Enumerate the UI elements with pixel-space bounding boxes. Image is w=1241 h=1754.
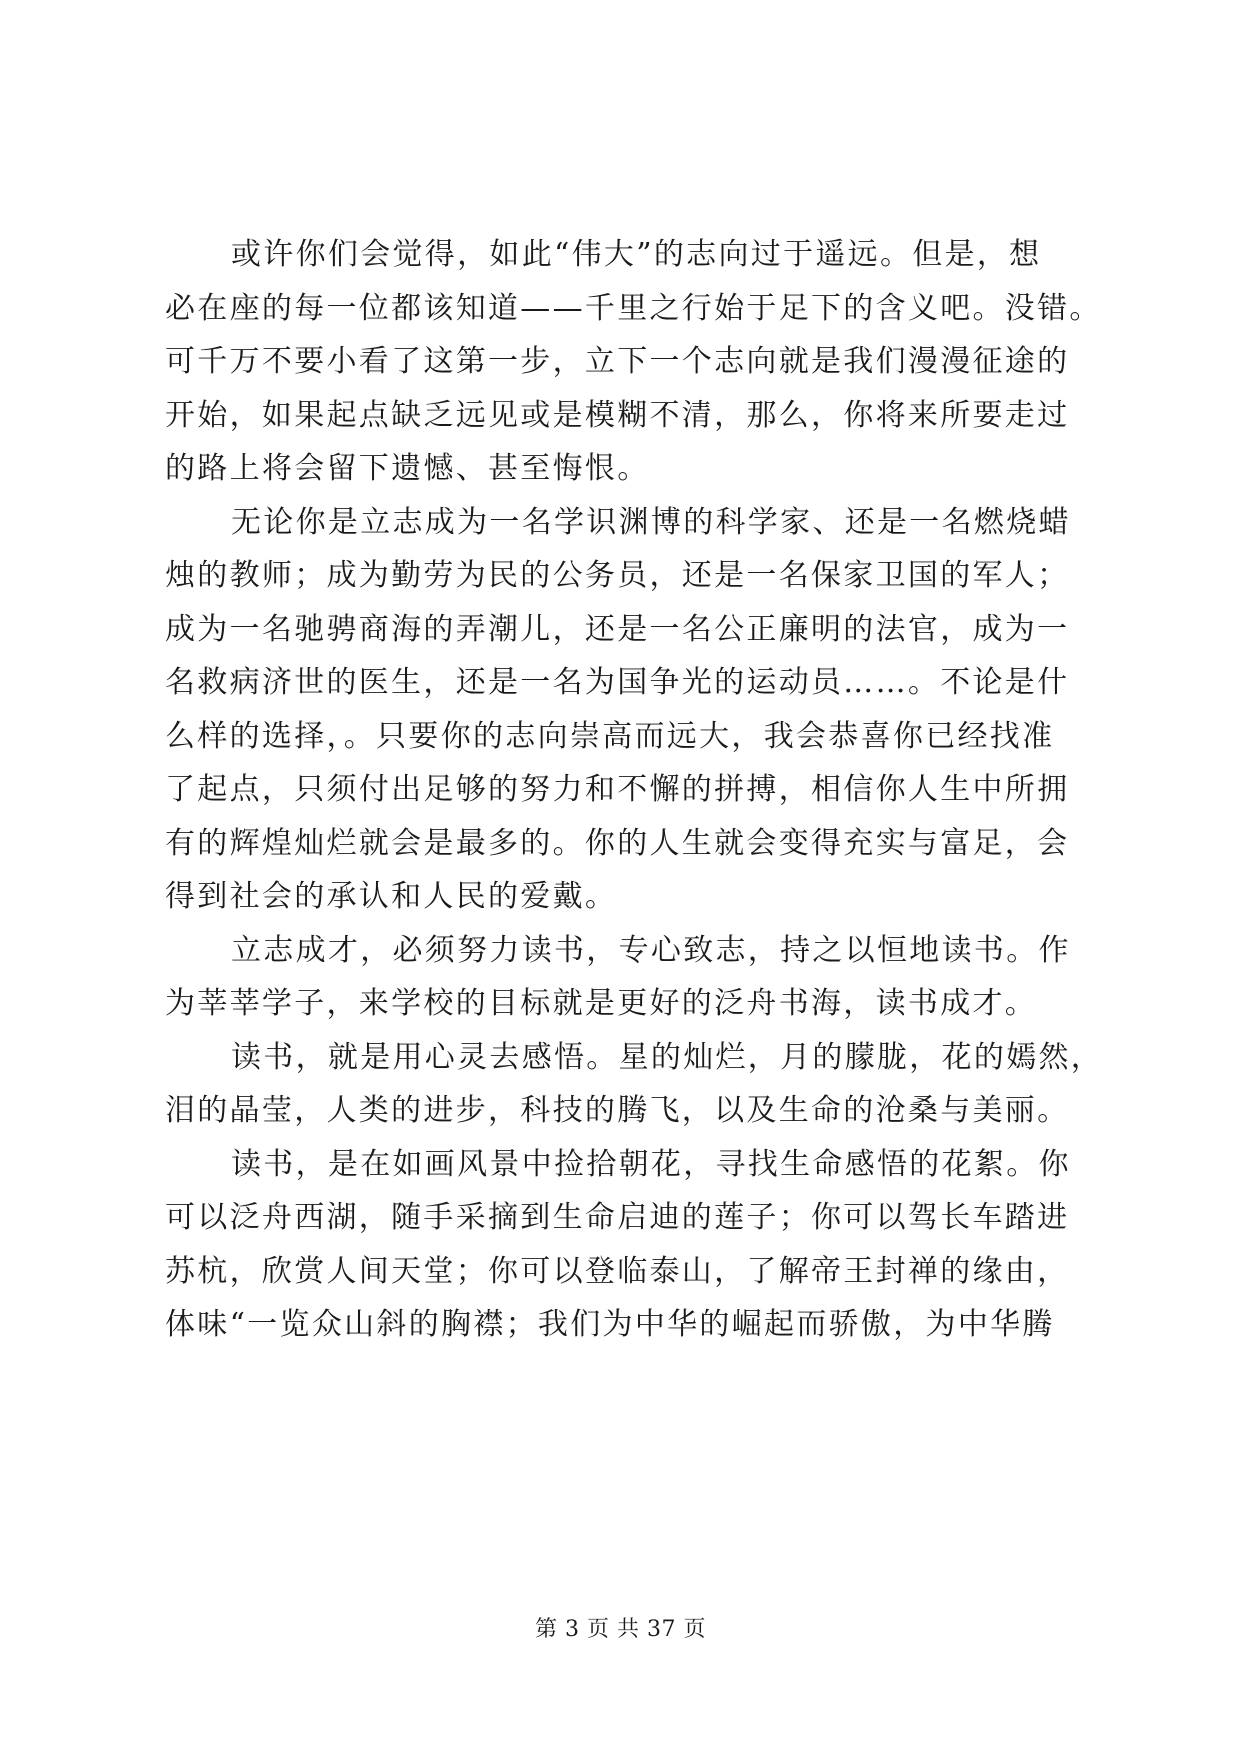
text-line: 得到社会的承认和人民的爱戴。 bbox=[165, 879, 618, 914]
text-line: 体味“一览众山斜的胸襟；我们为中华的崛起而骄傲，为中华腾 bbox=[165, 1307, 1055, 1342]
text-line: 立志成才，必须努力读书，专心致志，持之以恒地读书。作 bbox=[231, 932, 1071, 968]
text-line: 可千万不要小看了这第一步，立下一个志向就是我们漫漫征途的 bbox=[165, 344, 1070, 379]
text-line: 或许你们会觉得，如此“伟大”的志向过于遥远。但是，想 bbox=[231, 237, 1042, 272]
text-line: 为莘莘学子，来学校的目标就是更好的泛舟书海，读书成才。 bbox=[165, 986, 1038, 1021]
text-line: 无论你是立志成为一名学识渊博的科学家、还是一名燃烧蜡 bbox=[231, 504, 1071, 540]
text-line: 可以泛舟西湖，随手采摘到生命启迪的莲子；你可以驾长车踏进 bbox=[165, 1200, 1070, 1235]
page-number-footer: 第 3 页 共 37 页 bbox=[535, 1617, 706, 1642]
text-line: 成为一名驰骋商海的弄潮儿，还是一名公正廉明的法官，成为一 bbox=[165, 611, 1070, 647]
text-line: 的路上将会留下遗憾、甚至悔恨。 bbox=[165, 451, 650, 486]
text-line: 了起点，只须付出足够的努力和不懈的拼搏，相信你人生中所拥 bbox=[165, 772, 1070, 807]
text-line: 读书，是在如画风景中捡拾朝花，寻找生命感悟的花絮。你 bbox=[231, 1146, 1071, 1182]
text-line: 读书，就是用心灵去感悟。星的灿烂，月的朦胧，花的嫣然， bbox=[231, 1039, 1104, 1075]
text-line: 苏杭，欣赏人间天堂；你可以登临泰山，了解帝王封禅的缘由， bbox=[165, 1253, 1070, 1289]
text-line: 烛的教师；成为勤劳为民的公务员，还是一名保家卫国的军人； bbox=[165, 558, 1070, 593]
text-line: 开始，如果起点缺乏远见或是模糊不清，那么，你将来所要走过 bbox=[165, 397, 1070, 433]
text-line: 有的辉煌灿烂就会是最多的。你的人生就会变得充实与富足，会 bbox=[165, 825, 1070, 861]
body-text bbox=[165, 228, 1104, 1352]
text-line: 名救病济世的医生，还是一名为国争光的运动员……。不论是什 bbox=[165, 665, 1070, 700]
text-line: 必在座的每一位都该知道——千里之行始于足下的含义吧。没错。 bbox=[165, 290, 1102, 326]
text-line: 泪的晶莹，人类的进步，科技的腾飞，以及生命的沧桑与美丽。 bbox=[165, 1093, 1070, 1128]
text-line: 么样的选择，。只要你的志向崇高而远大，我会恭喜你已经找准 bbox=[165, 718, 1055, 754]
